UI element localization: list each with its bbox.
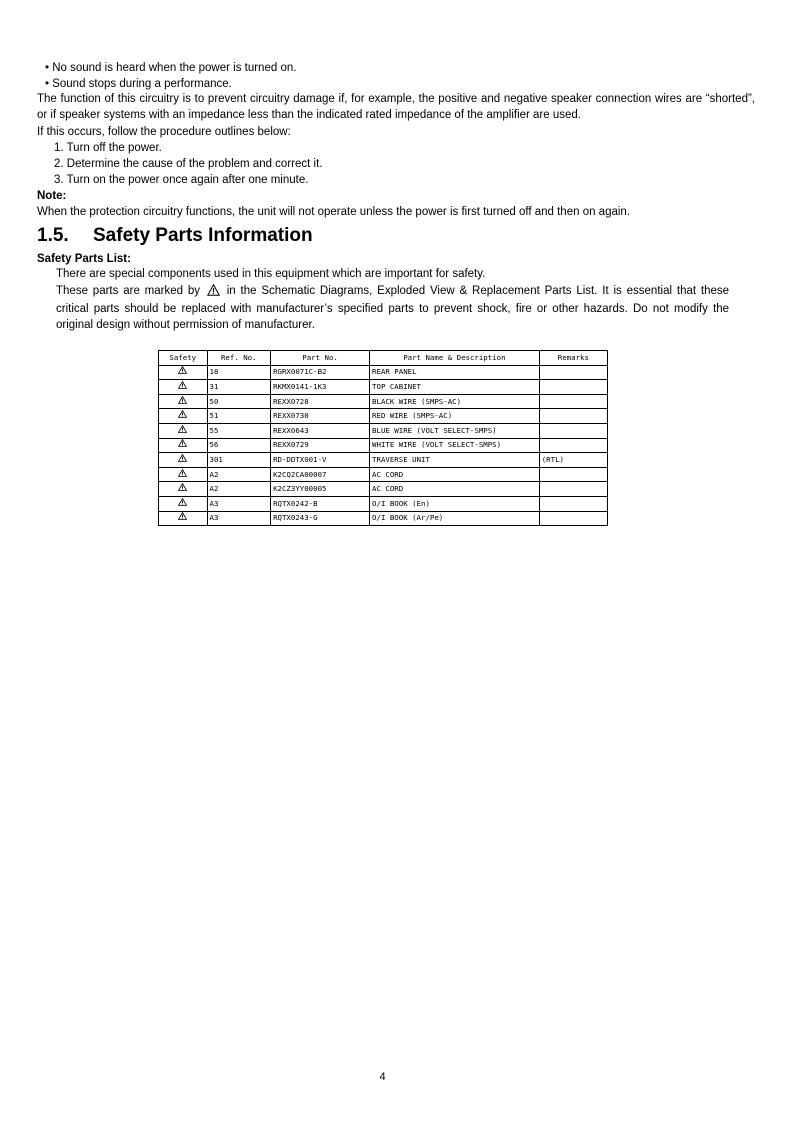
warning-triangle-icon (207, 284, 220, 301)
section-number: 1.5. (37, 225, 69, 246)
table-row (159, 482, 608, 497)
safety-warning-icon (159, 423, 208, 438)
header-ref-no: Ref. No. (207, 351, 271, 366)
cell-ref-no: 51 (207, 409, 271, 424)
table-row (159, 423, 608, 438)
safety-warning-icon (159, 482, 208, 497)
safety-warning-icon (159, 496, 208, 511)
cell-part-no: RQTX0243-G (271, 511, 370, 526)
table-row (159, 380, 608, 395)
table-row (159, 394, 608, 409)
table-row (159, 453, 608, 468)
cell-description: O/I BOOK (En) (370, 496, 540, 511)
para-after-icon: in the Schematic Diagrams, Exploded View & Replacement Parts List. It is essential that these critical parts should be replaced with manufacturer’s specified parts to prevent shock, fire or other hazards. Do not modify the original design without permission of manufacturer. (56, 285, 730, 331)
bullet-no-sound: • No sound is heard when the power is turned on. (45, 62, 297, 74)
cell-remarks (539, 409, 607, 424)
cell-ref-no: 56 (207, 438, 271, 453)
cell-part-no: K2CQ2CA00007 (271, 467, 370, 482)
cell-ref-no: 55 (207, 423, 271, 438)
cell-part-no: REXX0729 (271, 438, 370, 453)
safety-warning-icon (159, 380, 208, 395)
cell-description: WHITE WIRE (VOLT SELECT-SMPS) (370, 438, 540, 453)
cell-ref-no: A2 (207, 467, 271, 482)
cell-remarks (539, 394, 607, 409)
safety-warning-icon (159, 511, 208, 526)
cell-description: AC CORD (370, 482, 540, 497)
header-description: Part Name & Description (370, 351, 540, 366)
cell-ref-no: 50 (207, 394, 271, 409)
cell-ref-no: A2 (207, 482, 271, 497)
cell-description: REAR PANEL (370, 365, 540, 380)
cell-part-no: REXX0730 (271, 409, 370, 424)
header-part-no: Part No. (271, 351, 370, 366)
cell-part-no: RQTX0242-B (271, 496, 370, 511)
safety-parts-table (158, 350, 608, 526)
cell-ref-no: 18 (207, 365, 271, 380)
safety-warning-icon (159, 438, 208, 453)
cell-part-no: REXX0728 (271, 394, 370, 409)
safety-warning-icon (159, 467, 208, 482)
safety-intro-line: There are special components used in this equipment which are important for safety. (56, 268, 486, 280)
cell-ref-no: 301 (207, 453, 271, 468)
cell-description: O/I BOOK (Ar/Pe) (370, 511, 540, 526)
cell-remarks: (RTL) (539, 453, 607, 468)
table-row (159, 496, 608, 511)
table-header-row (159, 351, 608, 366)
cell-description: AC CORD (370, 467, 540, 482)
cell-ref-no: A3 (207, 496, 271, 511)
procedure-step-3: 3. Turn on the power once again after one minute. (54, 174, 309, 186)
cell-description: TOP CABINET (370, 380, 540, 395)
cell-description: RED WIRE (SMPS-AC) (370, 409, 540, 424)
section-title: Safety Parts Information (93, 225, 313, 246)
safety-parts-list-label: Safety Parts List: (37, 253, 131, 265)
note-text: When the protection circuitry functions, the unit will not operate unless the power is first turned off and then on again. (37, 206, 631, 218)
cell-remarks (539, 496, 607, 511)
cell-description: BLUE WIRE (VOLT SELECT-SMPS) (370, 423, 540, 438)
safety-warning-icon (159, 365, 208, 380)
cell-description: TRAVERSE UNIT (370, 453, 540, 468)
table-row (159, 438, 608, 453)
cell-part-no: RGRX0071C-B2 (271, 365, 370, 380)
note-label: Note: (37, 190, 67, 202)
procedure-step-1: 1. Turn off the power. (54, 142, 162, 154)
cell-remarks (539, 380, 607, 395)
cell-remarks (539, 482, 607, 497)
cell-description: BLACK WIRE (SMPS-AC) (370, 394, 540, 409)
protection-function-paragraph: The function of this circuitry is to prevent circuitry damage if, for example, the positive and negative speaker connection wires are “shorted”, or if speaker systems with an impedance less than the indicated rated impedance of the amplifier are used. (37, 93, 755, 121)
page-number: 4 (379, 1071, 386, 1083)
cell-ref-no: 31 (207, 380, 271, 395)
cell-remarks (539, 438, 607, 453)
table-row (159, 511, 608, 526)
procedure-step-2: 2. Determine the cause of the problem and correct it. (54, 158, 323, 170)
cell-remarks (539, 511, 607, 526)
table-row (159, 365, 608, 380)
section-heading (37, 225, 313, 247)
cell-part-no: REXX0643 (271, 423, 370, 438)
cell-remarks (539, 467, 607, 482)
para-before-icon: These parts are marked by (56, 285, 201, 297)
cell-part-no: RKMX0141-1K3 (271, 380, 370, 395)
cell-part-no: K2CZ3YY00005 (271, 482, 370, 497)
cell-remarks (539, 365, 607, 380)
safety-marking-paragraph (56, 283, 729, 333)
header-safety: Safety (159, 351, 208, 366)
cell-ref-no: A3 (207, 511, 271, 526)
procedure-intro: If this occurs, follow the procedure outlines below: (37, 126, 291, 138)
table-row (159, 409, 608, 424)
cell-part-no: RD-DDTX001-V (271, 453, 370, 468)
safety-warning-icon (159, 394, 208, 409)
header-remarks: Remarks (539, 351, 607, 366)
safety-warning-icon (159, 453, 208, 468)
table-body (159, 365, 608, 526)
bullet-sound-stops: • Sound stops during a performance. (45, 78, 232, 90)
cell-remarks (539, 423, 607, 438)
table-row (159, 467, 608, 482)
safety-warning-icon (159, 409, 208, 424)
